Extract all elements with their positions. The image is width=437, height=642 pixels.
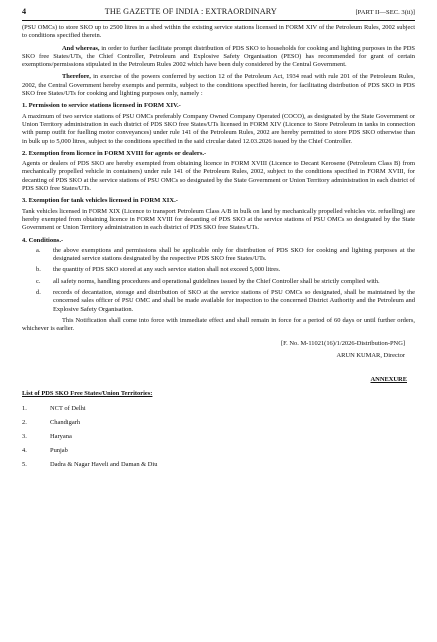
therefore-paragraph bbox=[22, 73, 415, 98]
intro-paragraph: (PSU OMCs) to store SKO up to 2500 litres in a shed within the existing service stations licensed in FORM XIV of the Petroleum Rules, 2002 subject to conditions specified therein. bbox=[22, 24, 415, 40]
condition-item: c. all safety norms, handling procedures and operational guidelines issued by the Chief Controller shall be strictly complied with. bbox=[36, 277, 380, 285]
condition-item: b. the quantity of PDS SKO stored at any such service station shall not exceed 5,000 litres. bbox=[36, 266, 281, 274]
therefore-lead: Therefore, bbox=[62, 73, 91, 81]
list-item: 2. Chandigarh bbox=[22, 418, 81, 426]
annexure-list-title: List of PDS SKO Free States/Union Territories: bbox=[22, 389, 153, 397]
section-1-body: A maximum of two service stations of PSU OMCs preferably Company Owned Company Operated (COCO), as designated by the State Government or Union Territory administration in each district of PDS SKO free States/UTs licensed in FORM XIV (Licence to Store Petroleum in tanks in connection with pump outfit for fuelling motor conveyances) under rule 141 of the Petroleum Rules, 2002 are hereby permitted to store PDS SKO otherwise than in bulk up to 5,000 litres, subject to the conditions specified in the said circular dated 12.03.2026 issued by the Chief Controller. bbox=[22, 112, 415, 145]
section-3-body: Tank vehicles licensed in FORM XIX (Licence to transport Petroleum Class A/B in bulk on land by mechanically propelled vehicles viz. refuelling) are hereby exempted from obtaining licence in FORM XVIII for decanting of PDS SKO at the service stations of PSU OMCs so designated by the State Government or Union Territory administration in each district of PDS SKO free States/UTs. bbox=[22, 207, 415, 232]
page-header bbox=[22, 7, 415, 18]
whereas-lead: And whereas, bbox=[62, 44, 100, 52]
signatory-name: ARUN KUMAR, Director bbox=[336, 351, 405, 359]
section-1-heading: 1. Permission to service stations licensed in FORM XIV.- bbox=[22, 102, 181, 110]
part-section: [PART II—SEC. 3(ii)] bbox=[355, 9, 415, 16]
closing-paragraph: This Notification shall come into force with immediate effect and shall remain in force for a period of 60 days or until further orders, whichever is earlier. bbox=[22, 316, 415, 333]
whereas-paragraph bbox=[22, 45, 415, 70]
territory-list bbox=[22, 402, 415, 472]
list-item: 4. Punjab bbox=[22, 446, 68, 454]
header-rule bbox=[22, 20, 415, 21]
section-3-heading: 3. Exemption for tank vehicles licensed in FORM XIX.- bbox=[22, 197, 178, 205]
gazette-title: THE GAZETTE OF INDIA : EXTRAORDINARY bbox=[104, 7, 277, 16]
file-number: [F. No. M-11021(16)/1/2026-Distribution-PNG] bbox=[280, 339, 405, 347]
section-2-heading: 2. Exemption from licence in FORM XVIII for agents or dealers.- bbox=[22, 149, 207, 157]
annexure-label: ANNEXURE bbox=[370, 375, 407, 383]
list-item: 1. NCT of Delhi bbox=[22, 404, 86, 412]
list-item: 5. Dadra & Nagar Haveli and Daman & Diu bbox=[22, 460, 158, 468]
condition-item: d. records of decantation, storage and distribution of SKO at the service stations of PSU OMCs so designated, shall be maintained by the concerned sales officer of PSU OMC and shall be made available for inspection to the concerned District Authority and the Petroleum and Explosive Safety Organisation. bbox=[36, 289, 415, 313]
section-2-body: Agents or dealers of PDS SKO are hereby exempted from obtaining licence in FORM XVIII (Licence to Decant Kerosene (Petroleum Class B) from mechanically propelled vehicle in containers) under rule 141 of the Petroleum Rules, 2002, subject to the conditions specified in FORM XVIII, for decanting of PDS SKO at the service stations of PSU OMCs so designated by the State Government or Union Territory administration in each district of PDS SKO free States/UTs. bbox=[22, 160, 415, 193]
conditions-heading: 4. Conditions.- bbox=[22, 236, 64, 244]
condition-item: a. the above exemptions and permissions shall be applicable only for distribution of PDS SKO for cooking and lighting purposes at the designated service stations designated by the respective PDS SKO free States/UTs. bbox=[36, 246, 415, 263]
conditions-list bbox=[22, 247, 415, 314]
list-item: 3. Haryana bbox=[22, 432, 72, 440]
signature-block bbox=[22, 338, 405, 362]
page-number: 4 bbox=[22, 7, 27, 16]
therefore-text: in exercise of the powers conferred by section 12 of the Petroleum Act, 1934 read with rule 201 of the Petroleum Rules, 2002, the Central Government hereby exempts and permits, subject to the conditions specified herein, for facilitating distribution of PDS SKO in PDS SKO free States/UTs for cooking and lighting purposes only, namely : bbox=[22, 73, 415, 98]
whereas-text: in order to further facilitate prompt distribution of PDS SKO to households for cooking and lighting purposes in the PDS SKO free States/UTs, the Chief Controller, Petroleum and Explosive Safety Organisation (PESO) has recommended for grant of certain exemptions/permissions stipulated in the Petroleum Rules 2002 which have been duly considered by the Central Government. bbox=[22, 44, 415, 69]
